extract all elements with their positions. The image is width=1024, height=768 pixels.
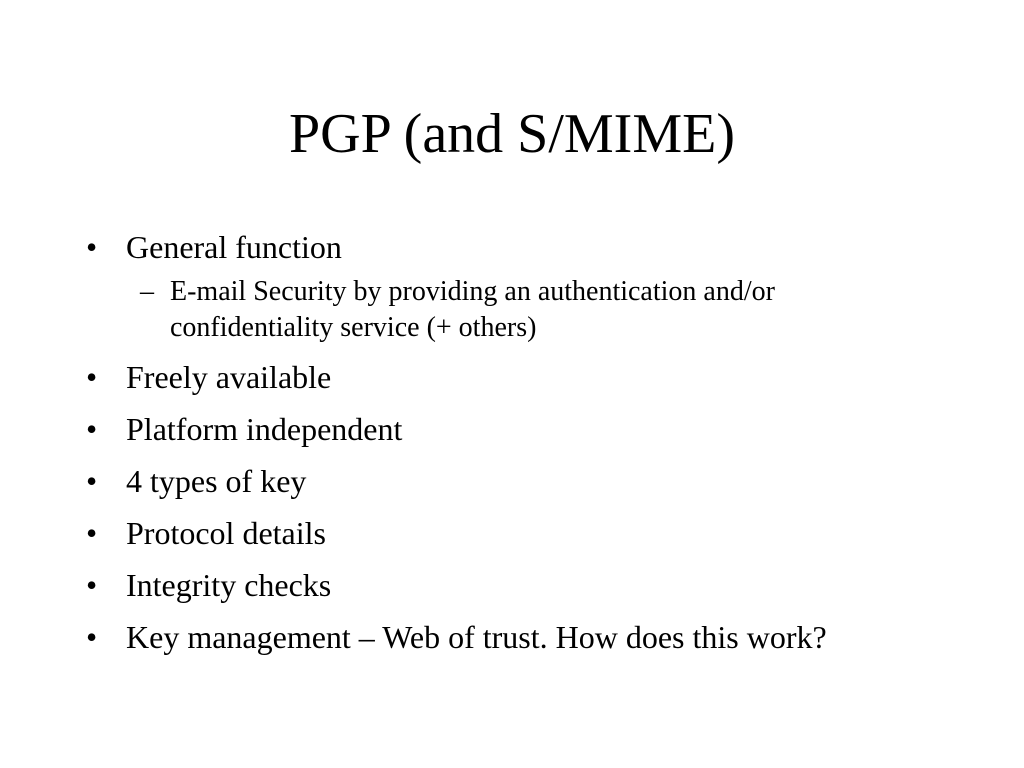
bullet-text: Key management – Web of trust. How does this work? xyxy=(126,619,827,655)
bullet-text: Protocol details xyxy=(126,515,326,551)
bullet-item xyxy=(86,460,926,502)
bullet-glyph: • xyxy=(86,567,98,603)
sub-bullet-text: E-mail Security by providing an authentication and/or confidentiality service (+ others) xyxy=(170,276,775,343)
bullet-item xyxy=(86,356,926,398)
bullet-item xyxy=(86,564,926,606)
bullet-item xyxy=(86,408,926,450)
bullet-item xyxy=(86,512,926,554)
bullet-glyph: • xyxy=(86,515,98,551)
slide-title: PGP (and S/MIME) xyxy=(289,103,735,165)
bullet-text: Integrity checks xyxy=(126,567,332,603)
bullet-text: 4 types of key xyxy=(126,463,307,499)
bullet-item xyxy=(86,226,926,346)
bullet-text: Platform independent xyxy=(126,411,403,447)
sub-bullet-item xyxy=(126,274,926,346)
bullet-text: Freely available xyxy=(126,359,332,395)
sub-bullet-list xyxy=(126,274,926,346)
bullet-list xyxy=(86,226,926,668)
sub-bullet-glyph: – xyxy=(140,276,154,307)
bullet-item xyxy=(86,616,926,658)
bullet-glyph: • xyxy=(86,359,98,395)
bullet-glyph: • xyxy=(86,619,98,655)
bullet-text: General function xyxy=(126,229,342,265)
bullet-glyph: • xyxy=(86,463,98,499)
bullet-glyph: • xyxy=(86,229,98,265)
bullet-glyph: • xyxy=(86,411,98,447)
